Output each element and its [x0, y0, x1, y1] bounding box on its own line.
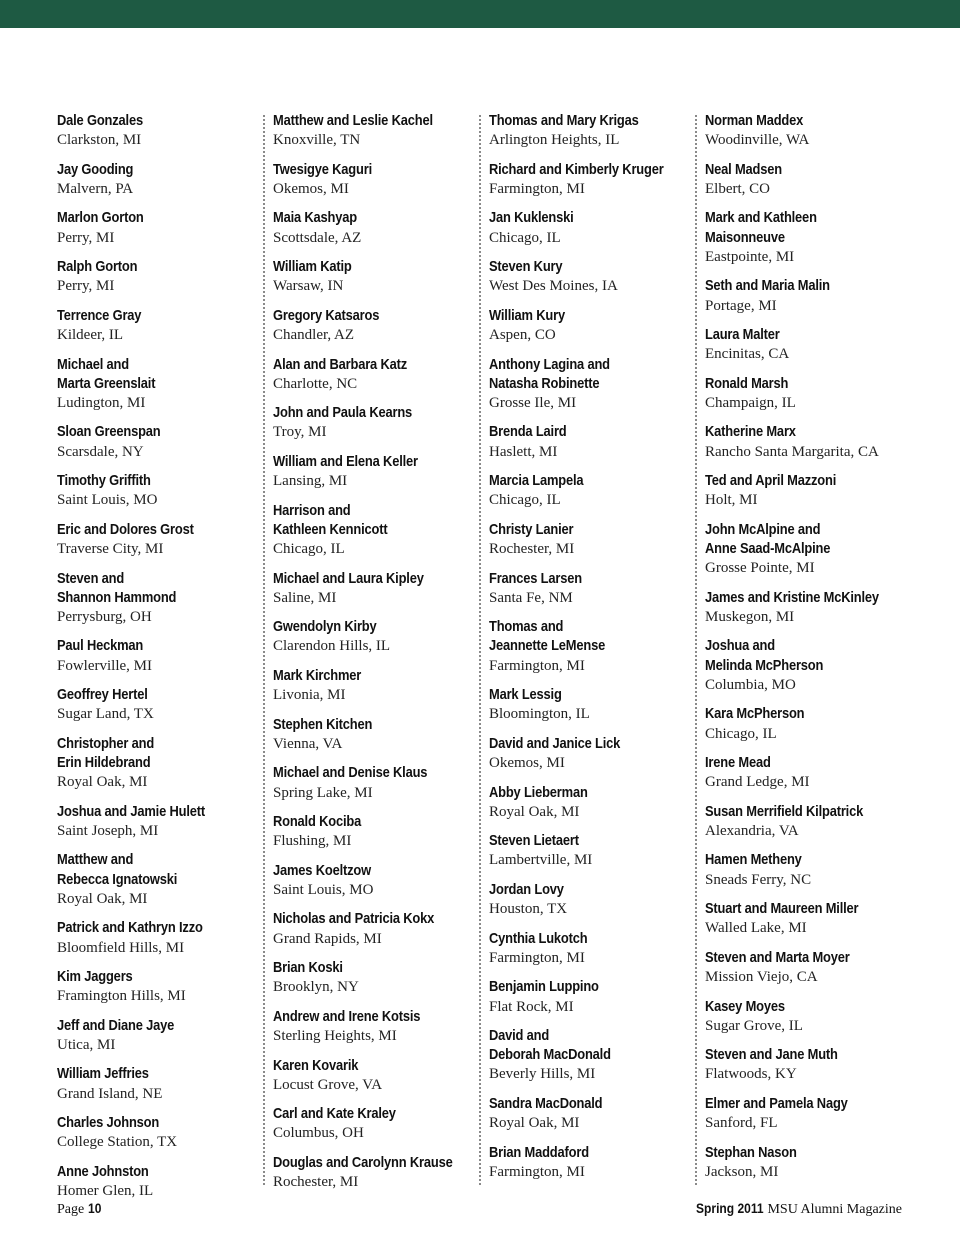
donor-name: Marlon Gorton — [57, 209, 144, 227]
column-divider — [263, 115, 265, 1185]
donor-name: Steven Lietaert — [489, 832, 579, 850]
donor-name: Patrick and Kathryn Izzo — [57, 919, 203, 937]
donor-name: Mark Kirchmer — [273, 666, 362, 684]
donor-name: William and Elena Keller — [273, 452, 418, 470]
donor-name: Carl and Kate Kraley — [273, 1105, 396, 1123]
donor-entry — [705, 374, 905, 413]
donor-name: Christopher and — [57, 734, 155, 752]
donor-name: Steven and Jane Muth — [705, 1046, 838, 1064]
donor-entry — [489, 257, 689, 296]
donor-location: Lansing, MI — [273, 473, 348, 490]
donor-entry — [489, 977, 689, 1016]
donor-name: David and Janice Lick — [489, 734, 621, 752]
donor-location: Portage, MI — [705, 297, 777, 314]
donor-name: Twesigye Kaguri — [273, 160, 372, 178]
donor-location: Saint Joseph, MI — [57, 822, 159, 839]
donor-entry — [57, 918, 257, 957]
donor-name: John and Paula Kearns — [273, 404, 413, 422]
donor-location: Farmington, MI — [489, 180, 585, 197]
donor-name: Terrence Gray — [57, 306, 142, 324]
donor-entry — [705, 160, 905, 199]
donor-name: Charles Johnson — [57, 1114, 160, 1132]
donor-name: Michael and Denise Klaus — [273, 764, 428, 782]
donor-location: Royal Oak, MI — [57, 890, 148, 907]
donor-entry — [705, 588, 905, 627]
issue-season: Spring 2011 — [695, 1200, 764, 1216]
donor-entry — [273, 909, 473, 948]
donor-location: Grand Rapids, MI — [273, 930, 382, 947]
donor-entry — [705, 636, 905, 694]
donor-entry — [273, 257, 473, 296]
donor-name: Marta Greenslait — [57, 374, 156, 392]
donor-name: Stephen Kitchen — [273, 715, 373, 733]
donor-location: College Station, TX — [57, 1134, 178, 1151]
donor-location: Clarendon Hills, IL — [273, 638, 391, 655]
donor-name: Karen Kovarik — [273, 1056, 359, 1074]
donor-entry — [57, 850, 257, 908]
donor-location: Locust Grove, VA — [273, 1076, 383, 1093]
donor-entry — [489, 422, 689, 461]
donor-name: Alan and Barbara Katz — [273, 355, 408, 373]
donor-name: Andrew and Irene Kotsis — [273, 1007, 421, 1025]
donor-name: Kathleen Kennicott — [273, 520, 388, 538]
donor-entry — [57, 520, 257, 559]
donor-name: Michael and — [57, 355, 129, 373]
donor-entry — [705, 208, 905, 266]
donor-entry — [273, 452, 473, 491]
donor-name: Rebecca Ignatowski — [57, 870, 178, 888]
donor-location: Livonia, MI — [273, 687, 346, 704]
donor-name: Seth and Maria Malin — [705, 277, 830, 295]
donor-location: Mission Viejo, CA — [705, 969, 818, 986]
donor-location: Royal Oak, MI — [489, 803, 580, 820]
donor-entry — [705, 704, 905, 743]
donor-entry — [489, 520, 689, 559]
donor-entry — [57, 802, 257, 841]
donor-entry — [705, 325, 905, 364]
donor-name: Joshua and Jamie Hulett — [57, 802, 206, 820]
donor-name: Anne Saad-McAlpine — [705, 540, 831, 558]
donor-name: Kara McPherson — [705, 705, 805, 723]
donor-entry — [705, 850, 905, 889]
donor-name: Brian Maddaford — [489, 1143, 589, 1161]
donor-location: Farmington, MI — [489, 949, 585, 966]
donor-name: Neal Madsen — [705, 160, 782, 178]
donor-location: Fowlerville, MI — [57, 657, 152, 674]
donor-name: Deborah MacDonald — [489, 1046, 611, 1064]
donor-name: Jan Kuklenski — [489, 209, 574, 227]
donor-entry — [273, 666, 473, 705]
donor-entry — [273, 569, 473, 608]
donor-name: Norman Maddex — [705, 112, 804, 129]
donor-location: Royal Oak, MI — [57, 774, 148, 791]
donor-entry — [273, 763, 473, 802]
donor-name: Mark and Kathleen — [705, 209, 817, 227]
donor-entry — [489, 569, 689, 608]
donor-entry — [489, 1026, 689, 1084]
donor-name: Matthew and Leslie Kachel — [273, 112, 433, 129]
donor-name: Michael and Laura Kipley — [273, 569, 424, 587]
donor-entry — [57, 1113, 257, 1152]
donor-entry — [273, 160, 473, 199]
donor-name: Kasey Moyes — [705, 997, 785, 1015]
donor-location: Woodinville, WA — [705, 132, 810, 149]
donor-entry — [705, 520, 905, 578]
donor-location: Haslett, MI — [489, 443, 558, 460]
donor-name: William Jeffries — [57, 1065, 149, 1083]
donor-entry — [57, 257, 257, 296]
donor-name: Anne Johnston — [57, 1162, 149, 1180]
donor-name: Maisonneuve — [705, 228, 785, 246]
donor-entry — [57, 306, 257, 345]
donor-location: Grosse Ile, MI — [489, 394, 577, 411]
donor-name: Jeff and Diane Jaye — [57, 1016, 175, 1034]
donor-name: Katherine Marx — [705, 423, 796, 441]
donor-location: Grand Ledge, MI — [705, 774, 810, 791]
donor-location: Kildeer, IL — [57, 327, 124, 344]
donor-location: Chicago, IL — [705, 725, 777, 742]
donor-name: Kim Jaggers — [57, 968, 133, 986]
donor-location: Beverly Hills, MI — [489, 1066, 596, 1083]
donor-location: Troy, MI — [273, 424, 327, 441]
donor-location: Chicago, IL — [489, 229, 561, 246]
donor-entry — [489, 880, 689, 919]
donor-name: Ronald Kociba — [273, 813, 362, 831]
donor-entry — [57, 208, 257, 247]
magazine-title: MSU Alumni Magazine — [767, 1202, 902, 1217]
donor-location: Lambertville, MI — [489, 852, 593, 869]
donor-location: Rochester, MI — [273, 1174, 359, 1191]
donor-location: Columbus, OH — [273, 1125, 364, 1142]
donor-name: Sandra MacDonald — [489, 1094, 603, 1112]
donor-name: Richard and Kimberly Kruger — [489, 160, 664, 178]
donor-column-4 — [705, 111, 905, 1191]
donor-entry — [273, 958, 473, 997]
donor-location: Vienna, VA — [273, 735, 343, 752]
donor-name: Elmer and Pamela Nagy — [705, 1094, 848, 1112]
publication-footer — [685, 1200, 902, 1218]
donor-location: Okemos, MI — [489, 755, 565, 772]
donor-location: Spring Lake, MI — [273, 784, 373, 801]
donor-entry — [705, 422, 905, 461]
donor-entry — [705, 899, 905, 938]
donor-location: Saint Louis, MO — [57, 492, 158, 509]
donor-location: Rochester, MI — [489, 541, 575, 558]
donor-entry — [489, 208, 689, 247]
donor-entry — [705, 997, 905, 1036]
donor-location: Perry, MI — [57, 229, 115, 246]
donor-name: Benjamin Luppino — [489, 978, 599, 996]
donor-entry — [705, 111, 905, 150]
donor-name: Ralph Gorton — [57, 258, 138, 276]
donor-name: James and Kristine McKinley — [705, 588, 879, 606]
donor-location: Flatwoods, KY — [705, 1066, 797, 1083]
donor-entry — [273, 306, 473, 345]
donor-entry — [57, 422, 257, 461]
donor-name: Timothy Griffith — [57, 472, 151, 490]
donor-name: Jordan Lovy — [489, 880, 564, 898]
donor-location: Farmington, MI — [489, 657, 585, 674]
donor-entry — [57, 1064, 257, 1103]
donor-entry — [273, 861, 473, 900]
donor-entry — [57, 1162, 257, 1201]
donor-name: Dale Gonzales — [57, 112, 143, 129]
donor-name: Matthew and — [57, 851, 134, 869]
donor-entry — [489, 617, 689, 675]
donor-name: Joshua and — [705, 637, 775, 655]
donor-name: Harrison and — [273, 501, 351, 519]
donor-entry — [705, 276, 905, 315]
donor-entry — [273, 617, 473, 656]
donor-location: Chicago, IL — [273, 541, 345, 558]
donor-location: Flushing, MI — [273, 833, 352, 850]
page-number: 10 — [88, 1200, 102, 1216]
donor-location: Holt, MI — [705, 492, 758, 509]
donor-name: William Kury — [489, 306, 565, 324]
donor-name: David and — [489, 1027, 550, 1045]
donor-entry — [489, 734, 689, 773]
donor-name: Mark Lessig — [489, 686, 562, 704]
donor-location: Knoxville, TN — [273, 132, 361, 149]
donor-location: Sneads Ferry, NC — [705, 871, 812, 888]
donor-location: Chicago, IL — [489, 492, 561, 509]
donor-entry — [489, 783, 689, 822]
donor-location: Okemos, MI — [273, 180, 349, 197]
donor-entry — [705, 471, 905, 510]
donor-name: Thomas and Mary Krigas — [489, 112, 639, 129]
donor-name: Stephan Nason — [705, 1143, 797, 1161]
donor-name: Steven Kury — [489, 258, 563, 276]
donor-name: Nicholas and Patricia Kokx — [273, 910, 435, 928]
donor-location: Sterling Heights, MI — [273, 1028, 397, 1045]
donor-location: Champaign, IL — [705, 394, 796, 411]
donor-location: Arlington Heights, IL — [489, 132, 620, 149]
donor-entry — [489, 929, 689, 968]
donor-entry — [273, 812, 473, 851]
donor-location: Sugar Land, TX — [57, 706, 154, 723]
top-color-bar — [0, 0, 960, 28]
donor-name: Geoffrey Hertel — [57, 686, 148, 704]
donor-location: Scarsdale, NY — [57, 443, 144, 460]
donor-location: Columbia, MO — [705, 676, 796, 693]
donor-name: Paul Heckman — [57, 637, 144, 655]
column-divider — [695, 115, 697, 1185]
donor-name: Eric and Dolores Grost — [57, 520, 194, 538]
donor-location: Farmington, MI — [489, 1163, 585, 1180]
donor-name: Ted and April Mazzoni — [705, 472, 837, 490]
donor-entry — [57, 160, 257, 199]
donor-entry — [705, 753, 905, 792]
donor-name: Thomas and — [489, 618, 564, 636]
donor-location: Traverse City, MI — [57, 541, 164, 558]
column-divider — [479, 115, 481, 1185]
donor-name: Gwendolyn Kirby — [273, 618, 377, 636]
donor-location: Perry, MI — [57, 278, 115, 295]
donor-location: Elbert, CO — [705, 180, 770, 197]
page-number-footer — [57, 1200, 104, 1218]
donor-entry — [705, 802, 905, 841]
donor-entry — [57, 111, 257, 150]
donor-location: Houston, TX — [489, 901, 568, 918]
donor-name: Melinda McPherson — [705, 656, 824, 674]
donor-location: Eastpointe, MI — [705, 248, 795, 265]
donor-location: Bloomfield Hills, MI — [57, 939, 185, 956]
donor-entry — [489, 1143, 689, 1182]
donor-location: Flat Rock, MI — [489, 998, 574, 1015]
donor-location: Walled Lake, MI — [705, 920, 807, 937]
donor-location: Jackson, MI — [705, 1163, 779, 1180]
donor-location: Framington Hills, MI — [57, 988, 186, 1005]
donor-location: Charlotte, NC — [273, 375, 358, 392]
donor-entry — [57, 1016, 257, 1055]
donor-location: Encinitas, CA — [705, 346, 790, 363]
donor-column-2 — [273, 111, 473, 1202]
donor-location: Saline, MI — [273, 589, 337, 606]
donor-location: Utica, MI — [57, 1036, 116, 1053]
donor-location: Bloomington, IL — [489, 706, 590, 723]
donor-entry — [57, 685, 257, 724]
donor-name: Cynthia Lukotch — [489, 929, 588, 947]
donor-entry — [273, 1056, 473, 1095]
donor-entry — [273, 1104, 473, 1143]
donor-entry — [705, 1094, 905, 1133]
donor-entry — [273, 355, 473, 394]
donor-entry — [273, 111, 473, 150]
donor-entry — [57, 471, 257, 510]
donor-entry — [489, 471, 689, 510]
donor-entry — [273, 1153, 473, 1192]
donor-entry — [273, 403, 473, 442]
donor-name: Shannon Hammond — [57, 588, 177, 606]
donor-entry — [489, 831, 689, 870]
donor-name: Anthony Lagina and — [489, 355, 610, 373]
donor-name: Jeannette LeMense — [489, 637, 606, 655]
donor-name: Gregory Katsaros — [273, 306, 380, 324]
donor-location: Chandler, AZ — [273, 327, 355, 344]
donor-location: Grosse Pointe, MI — [705, 560, 815, 577]
donor-entry — [273, 1007, 473, 1046]
donor-entry — [489, 1094, 689, 1133]
donor-entry — [273, 715, 473, 754]
donor-location: Royal Oak, MI — [489, 1115, 580, 1132]
donor-entry — [57, 355, 257, 413]
donor-location: Sanford, FL — [705, 1115, 778, 1132]
donor-name: William Katip — [273, 258, 352, 276]
page-label: Page — [57, 1202, 85, 1217]
donor-location: Ludington, MI — [57, 394, 146, 411]
donor-entry — [57, 967, 257, 1006]
donor-entry — [705, 1045, 905, 1084]
donor-name: Marcia Lampela — [489, 472, 584, 490]
donor-location: Saint Louis, MO — [273, 881, 374, 898]
donor-entry — [57, 569, 257, 627]
donor-entry — [489, 160, 689, 199]
donor-name: Natasha Robinette — [489, 374, 600, 392]
donor-entry — [57, 734, 257, 792]
donor-name: Irene Mead — [705, 754, 771, 772]
donor-entry — [705, 1143, 905, 1182]
donor-location: West Des Moines, IA — [489, 278, 618, 295]
donor-location: Sugar Grove, IL — [705, 1017, 803, 1034]
donor-entry — [57, 636, 257, 675]
donor-name: Susan Merrifield Kilpatrick — [705, 802, 864, 820]
donor-name: Ronald Marsh — [705, 374, 789, 392]
donor-name: Hamen Metheny — [705, 851, 802, 869]
donor-name: Stuart and Maureen Miller — [705, 900, 859, 918]
donor-location: Grand Island, NE — [57, 1085, 163, 1102]
donor-name: Brenda Laird — [489, 423, 567, 441]
donor-entry — [705, 948, 905, 987]
donor-column-1 — [57, 111, 257, 1211]
donor-name: Steven and Marta Moyer — [705, 948, 850, 966]
donor-location: Perrysburg, OH — [57, 608, 152, 625]
donor-location: Homer Glen, IL — [57, 1183, 154, 1200]
donor-entry — [489, 355, 689, 413]
donor-entry — [273, 208, 473, 247]
donor-location: Warsaw, IN — [273, 278, 344, 295]
donor-location: Clarkston, MI — [57, 132, 142, 149]
donor-name: Douglas and Carolynn Krause — [273, 1153, 453, 1171]
donor-entry — [273, 501, 473, 559]
donor-location: Alexandria, VA — [705, 822, 799, 839]
donor-location: Aspen, CO — [489, 327, 556, 344]
donor-name: John McAlpine and — [705, 520, 821, 538]
donor-location: Muskegon, MI — [705, 608, 795, 625]
donor-name: James Koeltzow — [273, 861, 371, 879]
donor-name: Abby Lieberman — [489, 783, 588, 801]
donor-name: Sloan Greenspan — [57, 423, 161, 441]
donor-entry — [489, 306, 689, 345]
donor-entry — [489, 111, 689, 150]
donor-location: Santa Fe, NM — [489, 589, 573, 606]
donor-name: Frances Larsen — [489, 569, 582, 587]
donor-column-3 — [489, 111, 689, 1191]
donor-name: Christy Lanier — [489, 520, 574, 538]
donor-name: Jay Gooding — [57, 160, 134, 178]
donor-location: Scottsdale, AZ — [273, 229, 362, 246]
donor-location: Rancho Santa Margarita, CA — [705, 443, 879, 460]
donor-name: Steven and — [57, 569, 125, 587]
donor-location: Brooklyn, NY — [273, 979, 359, 996]
donor-name: Maia Kashyap — [273, 209, 357, 227]
donor-name: Erin Hildebrand — [57, 754, 151, 772]
donor-entry — [489, 685, 689, 724]
donor-location: Malvern, PA — [57, 180, 134, 197]
donor-name: Brian Koski — [273, 959, 343, 977]
donor-name: Laura Malter — [705, 326, 780, 344]
